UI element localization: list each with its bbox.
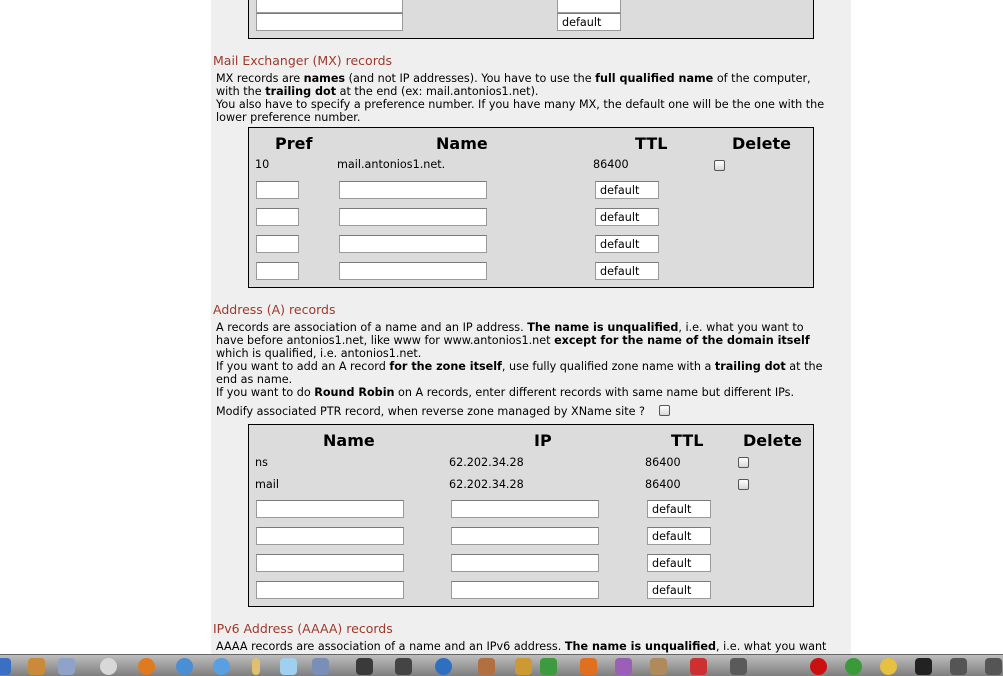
a-new-ip-input[interactable] [451,581,599,599]
mx-row-name: mail.antonios1.net. [337,158,446,171]
a-new-ip-input[interactable] [451,554,599,572]
a-new-ttl-input[interactable] [647,500,711,518]
finder-icon[interactable] [0,658,11,675]
itunes-icon[interactable] [280,658,297,675]
textedit-icon[interactable] [615,658,632,675]
a-new-ip-input[interactable] [451,500,599,518]
a-new-name-input[interactable] [256,554,404,572]
mx-new-name-input[interactable] [339,208,487,226]
mx-row-delete-checkbox[interactable] [714,160,725,171]
firefox-icon[interactable] [138,658,155,675]
a-row-ttl: 86400 [645,456,681,469]
quicktime-icon[interactable] [435,658,452,675]
a-header-ip: IP [534,431,552,450]
a-new-ttl-input[interactable] [647,581,711,599]
mx-new-ttl-input[interactable] [595,181,659,199]
mx-new-pref-input[interactable] [256,262,299,280]
clapper-icon[interactable] [395,658,412,675]
a-new-ttl-input[interactable] [647,527,711,545]
mx-records-table [248,127,814,288]
a-description: A records are association of a name and an IP address. The name is unqualified, i.e. what you want to have before antonios1.net, like www for www.antonios1.net except for the name of the domain itself which is qualified, i.e. antonios1.net. If you want to add an A record for the zone itself, use fully qualified zone name with a trailing dot at the end as name. If you want to do Round Robin on A records, enter different records with same name but different IPs. [216,321,823,399]
previous-name-input-2[interactable] [256,13,403,31]
mx-description: MX records are names (and not IP addresses). You have to use the full qualified name of the computer, with the trailing dot at the end (ex: mail.antonios1.net). You also have to specify a preference number. If you have many MX, the default one will be the one with the lower preference number. [216,72,825,124]
previous-records-table [248,0,814,39]
a-section-title: Address (A) records [213,302,336,317]
mx-header-ttl: TTL [635,134,668,153]
mx-row-ttl: 86400 [593,158,629,171]
aaaa-section-title: IPv6 Address (AAAA) records [213,621,393,636]
rss-icon[interactable] [580,658,597,675]
iphoto-icon[interactable] [540,658,557,675]
a-new-name-input[interactable] [256,500,404,518]
mx-new-name-input[interactable] [339,181,487,199]
pencil-icon[interactable] [252,658,260,675]
a-row-delete-checkbox[interactable] [738,457,749,468]
mx-new-ttl-input[interactable] [595,208,659,226]
imovie-icon[interactable] [356,658,373,675]
a-records-table [248,424,814,607]
aaaa-description: AAAA records are association of a name and an IPv6 address. The name is unqualified, i.e. what you want [216,640,827,653]
guitar-icon[interactable] [478,658,495,675]
a-row-ip: 62.202.34.28 [449,478,524,491]
a-new-ttl-input[interactable] [647,554,711,572]
calendar-icon[interactable] [690,658,707,675]
ptr-checkbox[interactable] [659,405,670,416]
mail-icon[interactable] [28,658,45,675]
network-icon[interactable] [213,658,230,675]
a-header-ttl: TTL [671,431,704,450]
mx-new-name-input[interactable] [339,262,487,280]
mx-new-pref-input[interactable] [256,235,299,253]
terminal-icon[interactable] [915,658,932,675]
mx-header-name: Name [436,134,488,153]
mx-new-pref-input[interactable] [256,181,299,199]
mx-header-pref: Pref [275,134,313,153]
a-row-ip: 62.202.34.28 [449,456,524,469]
safari-icon[interactable] [176,658,193,675]
clock-icon[interactable] [100,658,117,675]
preview-icon[interactable] [312,658,329,675]
mx-new-ttl-input[interactable] [595,262,659,280]
dock [0,654,1003,676]
mx-new-name-input[interactable] [339,235,487,253]
garageband-icon[interactable] [515,658,532,675]
mx-new-pref-input[interactable] [256,208,299,226]
ptr-label: Modify associated PTR record, when reverse zone managed by XName site ? [216,405,645,418]
photo-icon[interactable] [650,658,667,675]
a-row-ttl: 86400 [645,478,681,491]
a-row-name: ns [255,456,268,469]
mx-new-ttl-input[interactable] [595,235,659,253]
window-icon-2[interactable] [985,658,1002,675]
previous-ttl-input[interactable] [557,13,621,31]
video-icon[interactable] [730,658,747,675]
a-row-delete-checkbox[interactable] [738,479,749,490]
a-row-name: mail [255,478,279,491]
mx-section-title: Mail Exchanger (MX) records [213,53,393,68]
frog-icon[interactable] [845,658,862,675]
mx-row-pref: 10 [255,158,270,171]
window-icon[interactable] [950,658,967,675]
record-icon[interactable] [810,658,827,675]
a-new-ip-input[interactable] [451,527,599,545]
a-new-name-input[interactable] [256,581,404,599]
previous-name-input[interactable] [256,0,403,13]
address-book-icon[interactable] [58,658,75,675]
a-new-name-input[interactable] [256,527,404,545]
bulb-icon[interactable] [880,658,897,675]
previous-value-input[interactable] [557,0,621,13]
mx-header-delete: Delete [732,134,791,153]
a-header-delete: Delete [743,431,802,450]
a-header-name: Name [323,431,375,450]
